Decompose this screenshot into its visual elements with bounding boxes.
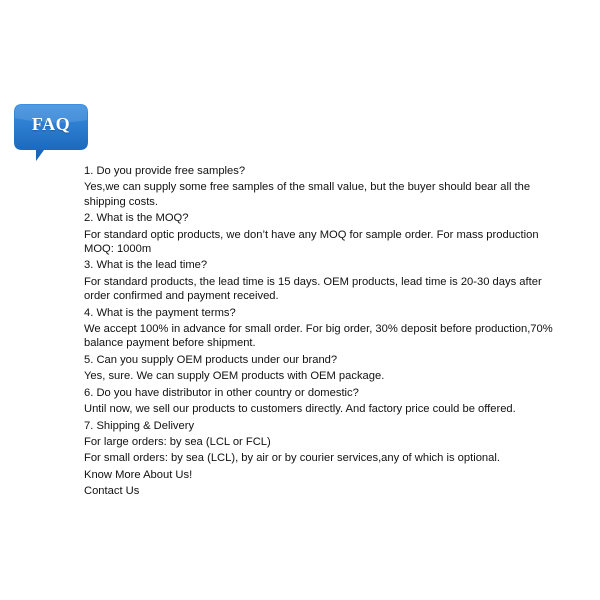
faq-question: 1. Do you provide free samples? (84, 165, 246, 177)
faq-answer: We accept 100% in advance for small order. For big order, 30% deposit before production,70% balance payment before shipment. (84, 323, 553, 350)
shipping-heading: 7. Shipping & Delivery (84, 419, 195, 432)
faq-answer: For standard products, the lead time is 15 days. OEM products, lead time is 20-30 days after order confirmed and payment received. (84, 275, 542, 303)
shipping-large-orders: For large orders: by sea (LCL or FCL) (84, 435, 271, 448)
faq-answer: For standard optic products, we don’t have any MOQ for sample order. For mass production MOQ: 1000m (84, 228, 539, 256)
faq-content (84, 164, 554, 501)
faq-question: 4. What is the payment terms? (84, 306, 236, 319)
faq-question: 2. What is the MOQ? (84, 212, 189, 225)
faq-question: 5. Can you supply OEM products under our brand? (84, 353, 338, 366)
shipping-section (84, 419, 554, 466)
faq-item (84, 164, 554, 209)
faq-answer: Until now, we sell our products to customers directly. And factory price could be offered. (84, 403, 516, 416)
faq-item (84, 211, 554, 256)
faq-badge-label: FAQ (31, 114, 71, 134)
faq-question: 3. What is the lead time? (84, 259, 208, 272)
faq-question: 6. Do you have distributor in other country or domestic? (84, 386, 359, 399)
faq-item (84, 258, 554, 303)
faq-item (84, 386, 554, 417)
know-more-link[interactable]: Know More About Us! (84, 468, 193, 481)
faq-item (84, 353, 554, 384)
contact-us-link[interactable]: Contact Us (84, 485, 140, 498)
faq-badge (14, 104, 88, 162)
faq-answer: Yes,we can supply some free samples of the small value, but the buyer should bear all the shipping costs. (84, 181, 531, 208)
shipping-small-orders: For small orders: by sea (LCL), by air or by courier services,any of which is optional. (84, 452, 500, 465)
faq-answer: Yes, sure. We can supply OEM products with OEM package. (84, 370, 385, 383)
faq-item (84, 306, 554, 351)
